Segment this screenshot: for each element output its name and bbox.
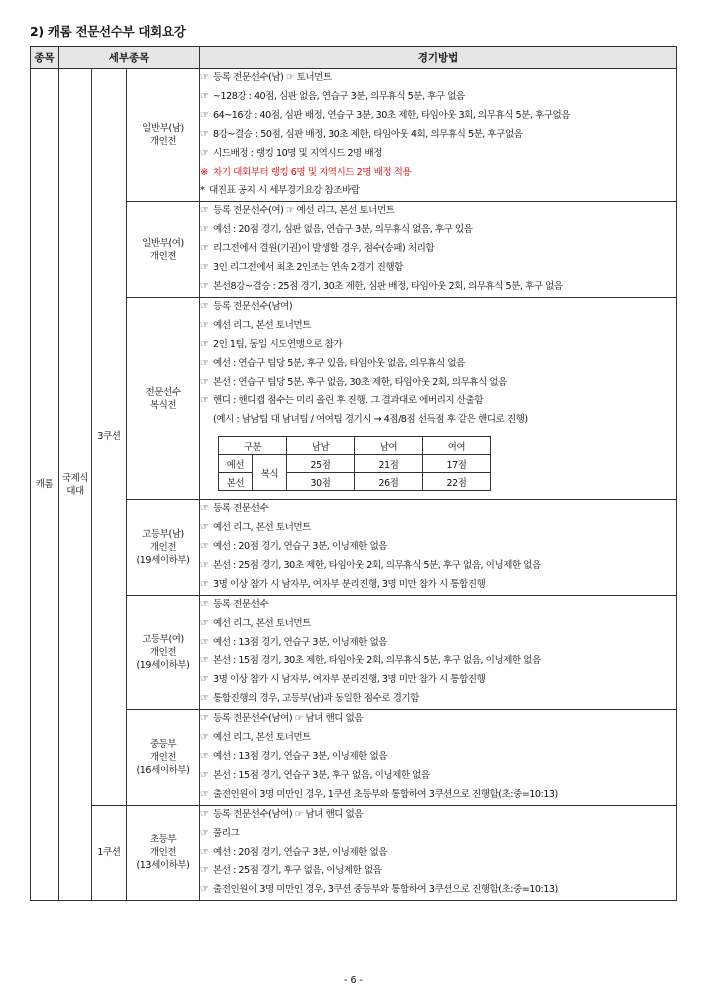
pointing-hand-icon: ☞ [200,395,209,407]
division-name-line: 중등부 [149,738,177,750]
method-line-text: 풀리그 [213,827,240,839]
method-line [200,259,676,278]
method-line [200,182,676,201]
division-name-line: 전문선수 [145,386,181,398]
pointing-hand-icon: ☞ [200,636,209,648]
header-method: 경기방법 [200,47,677,69]
method-line-text: 3명 이상 참가 시 남자부, 여자부 분리진행, 3명 미만 참가 시 통합진행 [213,674,486,686]
method-line [200,786,676,805]
pointing-hand-icon: ☞ [200,751,209,762]
pointing-hand-icon: ☞ [200,846,209,858]
method-cell [200,202,677,298]
pointing-hand-icon: ☞ [200,788,209,800]
pointing-hand-icon: ☞ [200,732,209,744]
pointing-hand-icon: ☞ [200,503,209,515]
method-line-text: 통합진행의 경우, 고등부(남)과 동일한 점수로 경기함 [213,693,419,705]
division-name-line: (19세이하부) [136,659,190,671]
method-line-text: 출전인원이 3명 미만인 경우, 3쿠션 중등부와 통합하여 3쿠션으로 진행함(초:중=10:13) [213,884,558,896]
pointing-hand-icon: ☞ [200,559,209,571]
pointing-hand-icon: ☞ [200,319,209,331]
pointing-hand-icon: ☞ [200,338,209,350]
method-line [200,862,676,881]
method-line [200,671,676,690]
pointing-hand-icon: ☞ [200,865,209,877]
division-name-line: 개인전 [149,541,177,553]
method-line-text: 예선 : 연습구 팀당 5분, 후구 있음, 타임아웃 없음, 의무휴식 없음 [213,357,465,369]
category-cell: 국제식 대대 [59,69,92,901]
page-number: - 6 - [344,975,363,986]
method-line-text: 차기 대회부터 랭킹 6명 및 지역시드 2명 배정 적용 [213,166,412,178]
method-line [200,690,676,709]
division-name-line: 일반부(여) [142,237,184,249]
method-cell [200,297,677,499]
method-line [200,806,676,825]
method-line-text: 예선 : 13점 경기, 연습구 3분, 이닝제한 없음 [213,751,388,762]
method-line [200,844,676,863]
method-line [200,596,676,615]
division-name-line: 고등부(여) [142,633,184,645]
method-line [200,336,676,355]
handicap-value: 21점 [355,455,423,473]
method-cell [200,69,677,202]
method-line-text: 핸디 : 핸디캡 점수는 미리 올린 후 진행. 그 결과대로 에버리지 산출함 [213,395,484,407]
pointing-hand-icon: ☞ [200,243,209,255]
division-name-line: 개인전 [149,847,177,859]
pointing-hand-icon: ☞ [200,357,209,369]
division-row [31,595,677,709]
method-line-text: 대진표 공지 시 세부경기요강 참조바람 [209,185,360,197]
method-line [200,576,676,595]
handicap-header-cell: 구분 [219,437,287,455]
method-line-text: 3인 리그전에서 최초 2인조는 연속 2경기 진행함 [213,262,403,274]
handicap-value: 22점 [423,473,491,491]
method-line-text: 본선8강~결승 : 25점 경기, 30초 제한, 심판 배정, 타임아웃 2회, 의무휴식 5분, 후구 없음 [213,280,563,292]
method-line [200,126,676,145]
method-line-text: 등록 전문선수(남여) [213,300,293,312]
method-line-text: 등록 전문선수 [213,503,269,515]
sport-cell: 캐롬 [31,69,59,901]
method-line [200,519,676,538]
pointing-hand-icon: ☞ [200,90,209,102]
method-line [200,557,676,576]
method-line [200,500,676,519]
method-line [200,240,676,259]
method-line-text: 예선 리그, 본선 토너먼트 [213,522,311,534]
method-line [200,145,676,164]
rules-table [30,46,677,901]
division-row [31,805,677,901]
division-name-line: (13세이하부) [136,860,190,872]
handicap-table [218,436,491,491]
pointing-hand-icon: ☞ [200,617,209,629]
method-line-text: ~128강 : 40점, 심판 없음, 연습구 3분, 의무휴식 5분, 후구 없음 [213,90,465,102]
division-name-line: (16세이하부) [136,764,190,776]
handicap-row [219,455,491,473]
method-line-text: 예선 리그, 본선 토너먼트 [213,617,311,629]
pointing-hand-icon: ☞ [200,128,209,140]
note-mark: ※ [200,166,208,178]
header-event: 종목 [31,47,59,69]
pointing-hand-icon: ☞ [200,674,209,686]
method-line [200,767,676,786]
division-row [31,297,677,499]
method-line [200,355,676,374]
method-line-text: 등록 전문선수(남여) ☞ 남녀 핸디 없음 [213,808,364,820]
method-line [200,221,676,240]
method-line-text: 예선 리그, 본선 토너먼트 [213,732,311,744]
pointing-hand-icon: ☞ [200,72,209,83]
method-line [200,107,676,126]
method-line-text: 시드배정 : 랭킹 10명 및 지역시드 2명 배정 [213,147,382,159]
method-line [200,538,676,557]
division-row [31,69,677,202]
pointing-hand-icon: ☞ [200,522,209,534]
handicap-group-label: 복식 [253,455,287,491]
method-line-text: 예선 : 20점 경기, 연습구 3분, 이닝제한 없음 [213,541,388,553]
division-name-line: 개인전 [149,751,177,763]
division-name-line: 초등부 [149,834,177,846]
method-line [200,411,676,430]
pointing-hand-icon: ☞ [200,827,209,839]
division-name-cell [127,710,200,806]
header-sub-event: 세부종목 [59,47,200,69]
division-name-cell [127,297,200,499]
pointing-hand-icon: ☞ [200,769,209,781]
pointing-hand-icon: ☞ [200,205,209,217]
handicap-value: 17점 [423,455,491,473]
method-line-text: 예선 : 20점 경기, 연습구 3분, 이닝제한 없음 [213,846,388,858]
handicap-row-label: 예선 [219,455,253,473]
handicap-row-label: 본선 [219,473,253,491]
method-line [200,634,676,653]
method-line-text: 본선 : 연습구 팀당 5분, 후구 없음, 30초 제한, 타임아웃 2회, 의무휴식 없음 [213,376,507,388]
method-line [200,392,676,411]
table-body [31,69,677,901]
division-name-line: 고등부(남) [142,528,184,540]
method-line-text: 3명 이상 참가 시 남자부, 여자부 분리진행, 3명 미만 참가 시 통합진행 [213,578,486,590]
method-line-text: 본선 : 15점 경기, 30초 제한, 타임아웃 2회, 의무휴식 5분, 후구 없음, 이닝제한 없음 [213,655,541,667]
method-line [200,69,676,88]
pointing-hand-icon: ☞ [200,655,209,667]
division-name-cell [127,805,200,901]
division-name-line: 개인전 [149,250,177,262]
method-line [200,374,676,393]
handicap-value: 25점 [287,455,355,473]
method-line-text: (예시 : 남남팀 대 남녀팀 / 여여팀 경기시 → 4점/8점 선득점 후 같은 핸디로 진행) [213,414,528,426]
pointing-hand-icon: ☞ [200,262,209,274]
cushion-type-cell: 3쿠션 [92,69,127,806]
division-row [31,202,677,298]
division-name-cell [127,69,200,202]
method-line-text: 본선 : 25점 경기, 30초 제한, 타임아웃 2회, 의무휴식 5분, 후구 없음, 이닝제한 없음 [213,559,541,571]
method-line [200,317,676,336]
division-name-line: 복식전 [149,399,177,411]
method-line-text: 예선 : 13점 경기, 연습구 3분, 이닝제한 없음 [213,636,388,648]
method-line-text: 등록 전문선수(남여) ☞ 남녀 핸디 없음 [213,713,364,725]
handicap-header-cell: 여여 [423,437,491,455]
method-line-text: 2인 1팀, 동일 시도연맹으로 참가 [213,338,343,350]
method-line-text: 본선 : 15점 경기, 연습구 3분, 후구 없음, 이닝제한 없음 [213,769,430,781]
pointing-hand-icon: ☞ [200,713,209,725]
method-line [200,652,676,671]
method-line-text: 리그전에서 결원(기권)이 발생할 경우, 점수(승패) 처리함 [213,243,435,255]
method-line [200,825,676,844]
division-row [31,710,677,806]
pointing-hand-icon: ☞ [200,376,209,388]
division-name-line: 개인전 [149,136,177,148]
method-line-text: 예선 리그, 본선 토너먼트 [213,319,311,331]
method-line [200,615,676,634]
method-line-text: 등록 전문선수(여) ☞ 예선 리그, 본선 토너먼트 [213,205,395,217]
pointing-hand-icon: ☞ [200,147,209,159]
asterisk-mark: * [200,185,205,197]
method-line-text: 출전인원이 3명 미만인 경우, 1쿠션 초등부와 통합하여 3쿠션으로 진행함(초:중=10:13) [213,788,558,800]
method-cell [200,710,677,806]
division-name-cell [127,595,200,709]
pointing-hand-icon: ☞ [200,808,209,820]
method-cell [200,500,677,596]
method-cell [200,805,677,901]
division-name-line: 개인전 [149,646,177,658]
method-line [200,278,676,297]
handicap-header-cell: 남남 [287,437,355,455]
pointing-hand-icon: ☞ [200,300,209,312]
handicap-header-row [219,437,491,455]
handicap-header-cell: 남여 [355,437,423,455]
cushion-type-cell: 1쿠션 [92,805,127,901]
method-line-text: 8강~결승 : 50점, 심판 배정, 30초 제한, 타임아웃 4회, 의무휴식 5분, 후구없음 [213,128,523,140]
method-line-text: 등록 전문선수(남) ☞ 토너먼트 [213,72,332,83]
handicap-value: 26점 [355,473,423,491]
pointing-hand-icon: ☞ [200,598,209,610]
method-line [200,748,676,767]
method-line [200,298,676,317]
division-name-line: (19세이하부) [136,554,190,566]
pointing-hand-icon: ☞ [200,541,209,553]
pointing-hand-icon: ☞ [200,578,209,590]
method-line-text: 등록 전문선수 [213,598,269,610]
pointing-hand-icon: ☞ [200,693,209,705]
method-line [200,881,676,900]
method-line [200,710,676,729]
method-line-text: 예선 : 20점 경기, 심판 없음, 연습구 3분, 의무휴식 없음, 후구 있음 [213,224,473,236]
method-line-text: 본선 : 25점 경기, 후구 없음, 이닝제한 없음 [213,865,382,877]
pointing-hand-icon: ☞ [200,109,209,121]
division-name-cell [127,202,200,298]
pointing-hand-icon: ☞ [200,884,209,896]
page-heading: 2) 캐롬 전문선수부 대회요강 [30,24,186,39]
division-name-cell [127,500,200,596]
handicap-value: 30점 [287,473,355,491]
method-line-text: 64~16강 : 40점, 심판 배정, 연습구 3분, 30초 제한, 타임아웃 3회, 의무휴식 5분, 후구없음 [213,109,571,121]
method-line [200,729,676,748]
method-line [200,164,676,183]
division-row [31,500,677,596]
pointing-hand-icon: ☞ [200,224,209,236]
method-line [200,202,676,221]
method-line [200,88,676,107]
table-header-row [31,47,677,69]
method-cell [200,595,677,709]
division-name-line: 일반부(남) [142,123,184,135]
pointing-hand-icon: ☞ [200,280,209,292]
